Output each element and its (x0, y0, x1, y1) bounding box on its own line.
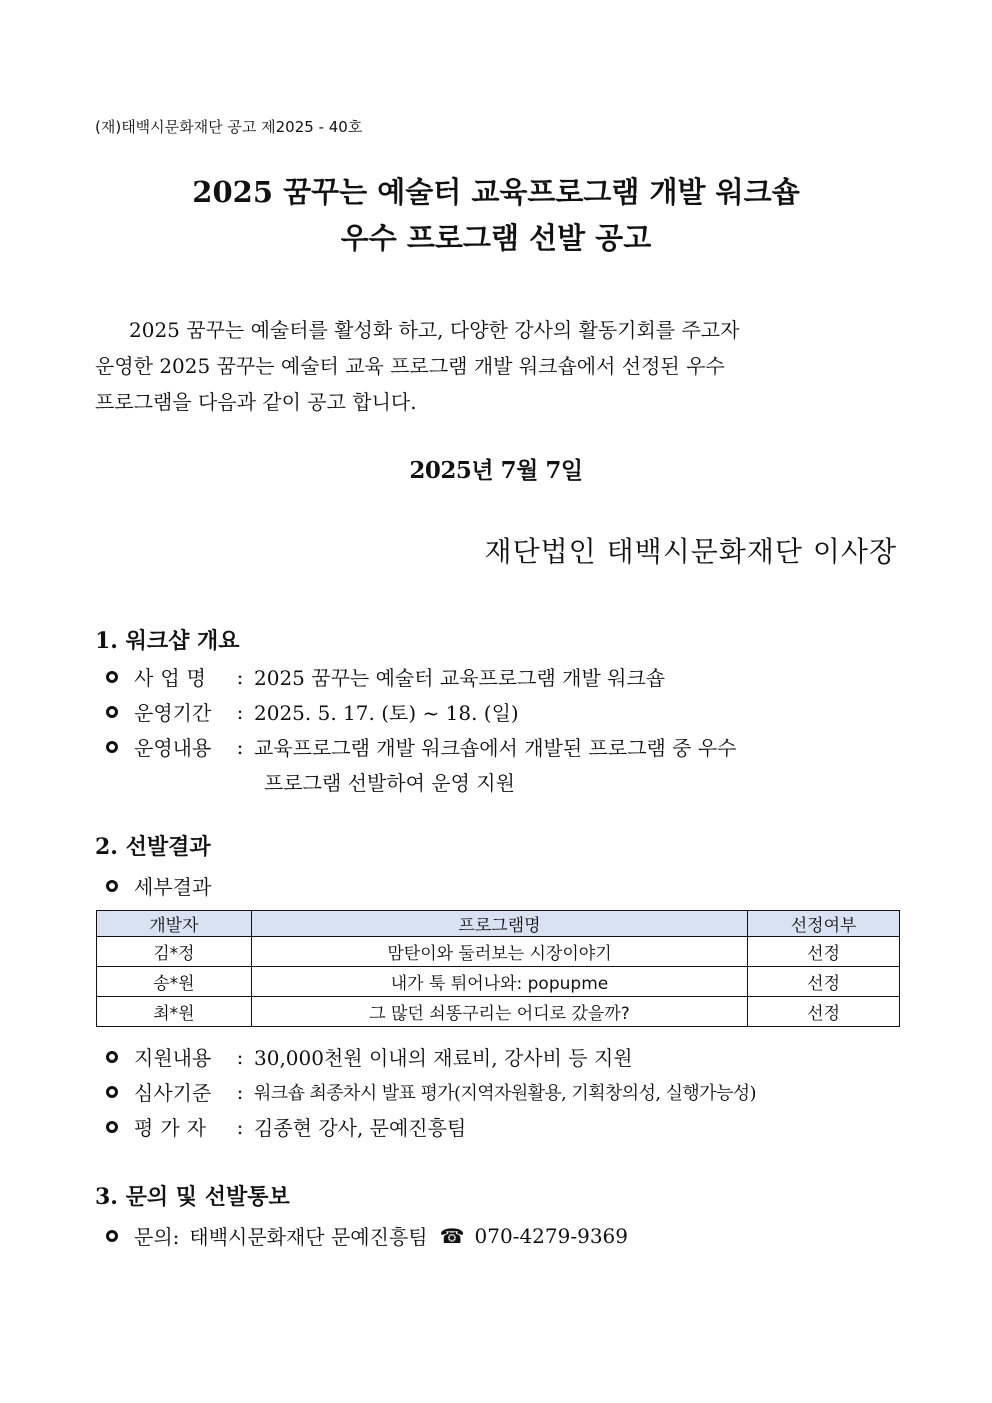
cell-program-name: 맘탄이와 둘러보는 시장이야기 (251, 937, 747, 967)
cell-selection: 선정 (748, 967, 900, 997)
intro-line-1: 2025 꿈꾸는 예술터를 활성화 하고, 다양한 강사의 활동기회를 주고자 (129, 318, 740, 342)
item-label: 심사기준 (134, 1081, 212, 1105)
item-value: 30,000천원 이내의 재료비, 강사비 등 지원 (254, 1046, 633, 1070)
contact-item (106, 1221, 628, 1250)
table-row (97, 997, 900, 1027)
item-label: 지원내용 (134, 1046, 212, 1070)
item-label: 운영기간 (134, 701, 212, 725)
circle-bullet-icon (106, 1086, 118, 1098)
title-line-2: 우수 프로그램 선발 공고 (340, 221, 652, 255)
cell-selection: 선정 (748, 937, 900, 967)
circle-bullet-icon (106, 706, 118, 718)
cell-developer: 최*원 (97, 997, 252, 1027)
results-table (96, 910, 900, 1027)
header-developer: 개발자 (97, 911, 252, 937)
circle-bullet-icon (106, 671, 118, 683)
notice-number: (재)태백시문화재단 공고 제2025 - 40호 (95, 118, 363, 136)
item-value-continued: 프로그램 선발하여 운영 지원 (264, 771, 515, 795)
item-label: 평가자 (134, 1116, 213, 1140)
table-row (97, 937, 900, 967)
item-label: 운영내용 (134, 736, 212, 760)
table-row (97, 967, 900, 997)
contact-label: 문의: (134, 1225, 180, 1249)
detail-results-item (106, 871, 211, 900)
contact-org: 태백시문화재단 문예진흥팀 (189, 1225, 428, 1249)
item-label: 사업명 (134, 666, 213, 690)
section-2-heading: 2. 선발결과 (95, 834, 211, 860)
support-item: 심사기준 : 워크숍 최종차시 발표 평가(지역자원활용, 기획창의성, 실행가능성) (106, 1077, 756, 1106)
cell-program-name: 그 많던 쇠똥구리는 어디로 갔을까? (251, 997, 747, 1027)
overview-item: 운영내용 : 교육프로그램 개발 워크숍에서 개발된 프로그램 중 우수 (106, 732, 737, 761)
item-value: 워크숍 최종차시 발표 평가(지역자원활용, 기획창의성, 실행가능성) (254, 1082, 756, 1104)
contact-phone: 070-4279-9369 (474, 1223, 629, 1248)
cell-program-name: 내가 툭 튀어나와: popupme (251, 967, 747, 997)
cell-selection: 선정 (748, 997, 900, 1027)
intro-paragraph (95, 312, 895, 420)
support-item: 평가자 : 김종현 강사, 문예진흥팀 (106, 1112, 466, 1141)
cell-developer: 김*정 (97, 937, 252, 967)
circle-bullet-icon (106, 741, 118, 753)
circle-bullet-icon (106, 880, 118, 892)
circle-bullet-icon (106, 1121, 118, 1133)
item-value: 2025. 5. 17. (토) ~ 18. (일) (254, 701, 519, 725)
detail-results-label: 세부결과 (134, 875, 212, 899)
item-value: 교육프로그램 개발 워크숍에서 개발된 프로그램 중 우수 (254, 736, 737, 760)
section-3-heading: 3. 문의 및 선발통보 (95, 1184, 290, 1210)
intro-line-2: 운영한 2025 꿈꾸는 예술터 교육 프로그램 개발 워크숍에서 선정된 우수 (95, 354, 725, 378)
announcement-date: 2025년 7월 7일 (409, 457, 583, 484)
section-1-heading: 1. 워크샵 개요 (95, 628, 240, 654)
title-line-1: 2025 꿈꾸는 예술터 교육프로그램 개발 워크숍 (192, 175, 800, 209)
overview-item: 운영기간 : 2025. 5. 17. (토) ~ 18. (일) (106, 697, 519, 726)
header-selection: 선정여부 (748, 911, 900, 937)
signer: 재단법인 태백시문화재단 이사장 (484, 535, 897, 568)
overview-item: 사업명 : 2025 꿈꾸는 예술터 교육프로그램 개발 워크숍 (106, 662, 665, 691)
item-value: 2025 꿈꾸는 예술터 교육프로그램 개발 워크숍 (254, 666, 666, 690)
circle-bullet-icon (106, 1230, 118, 1242)
table-header-row (97, 911, 900, 937)
circle-bullet-icon (106, 1051, 118, 1063)
header-program-name: 프로그램명 (251, 911, 747, 937)
item-value: 김종현 강사, 문예진흥팀 (254, 1116, 467, 1140)
telephone-icon: ☎ (439, 1223, 465, 1248)
cell-developer: 송*원 (97, 967, 252, 997)
intro-line-3: 프로그램을 다음과 같이 공고 합니다. (95, 390, 417, 414)
support-item: 지원내용 : 30,000천원 이내의 재료비, 강사비 등 지원 (106, 1042, 633, 1071)
